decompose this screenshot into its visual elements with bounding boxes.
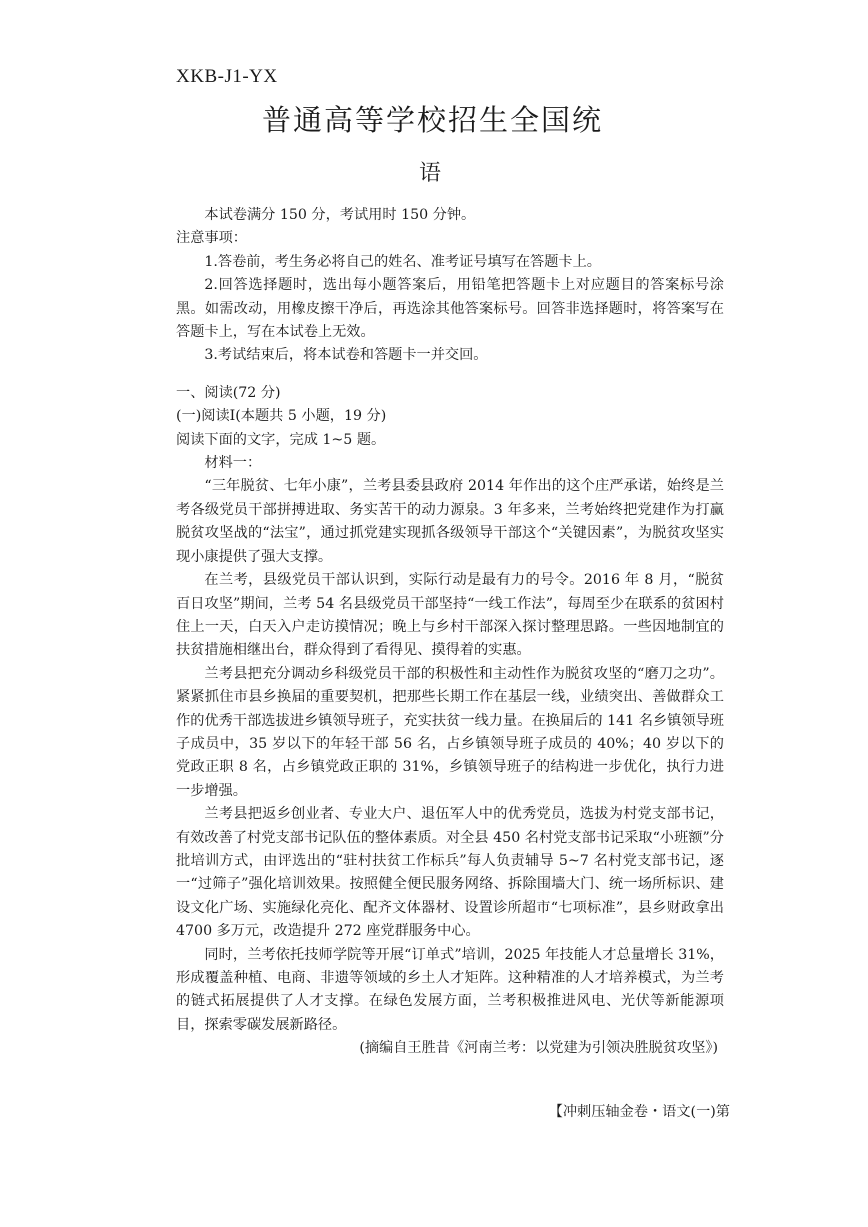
notice-label: 注意事项：: [176, 230, 247, 247]
sub-section-heading: (一)阅读Ⅰ(本题共 5 小题，19 分): [176, 408, 387, 425]
passage-paragraph: “三年脱贫、七年小康”，兰考县委县政府 2014 年作出的这个庄严承诺，始终是兰考各级党员干部拼搏进取、务实苦干的动力源泉。3 年多来，兰考始终把党建作为打赢脱贫攻坚战的“法宝”，通过抓党建实现抓各级领导干部这个“关键因素”，为脱贫攻坚实现小康提供了强大支撑。: [176, 478, 724, 565]
passage-paragraph: 在兰考，县级党员干部认识到，实际行动是最有力的号令。2016 年 8 月，“脱贫百日攻坚”期间，兰考 54 名县级党员干部坚持“一线工作法”，每周至少在联系的贫困村住上一天，白天入户走访摸情况；晚上与乡村干部深入探讨整理思路。一些因地制宜的扶贫措施相继出台，群众得到了看得见、摸得着的实惠。: [176, 572, 724, 659]
exam-body: [176, 204, 724, 1061]
subject-title: 语: [419, 161, 442, 186]
notice-item-2: 2.回答选择题时，选出每小题答案后，用铅笔把答题卡上对应题目的答案标号涂黑。如需改动，用橡皮擦干净后，再选涂其他答案标号。回答非选择题时，将答案写在答题卡上，写在本试卷上无效。: [176, 277, 724, 341]
section-heading: 一、阅读(72 分): [176, 384, 281, 401]
passage-paragraph: 同时，兰考依托技师学院等开展“订单式”培训，2025 年技能人才总量增长 31%，形成覆盖种植、电商、非遗等领域的乡土人才矩阵。这种精准的人才培养模式，为兰考的链式拓展提供了人才支撑。在绿色发展方面，兰考积极推进风电、光伏等新能源项目，探索零碳发展新路径。: [176, 946, 724, 1033]
passage-paragraph: 兰考县把充分调动乡科级党员干部的积极性和主动性作为脱贫攻坚的“磨刀之功”。紧紧抓住市县乡换届的重要契机，把那些长期工作在基层一线，业绩突出、善做群众工作的优秀干部选拔进乡镇领导班子，充实扶贫一线力量。在换届后的 141 名乡镇领导班子成员中，35 岁以下的年轻干部 56 名，占乡镇领导班子成员的 40%；40 岁以下的党政正职 8 名，占乡镇党政正职的 31%，乡镇领导班子的结构进一步优化，执行力进一步增强。: [176, 665, 724, 799]
material-label: 材料一：: [204, 455, 262, 472]
score-info: 本试卷满分 150 分，考试用时 150 分钟。: [204, 207, 476, 223]
notice-item-3: 3.考试结束后，将本试卷和答题卡一并交回。: [204, 347, 488, 364]
notice-item-1: 1.答卷前，考生务必将自己的姓名、准考证号填写在答题卡上。: [204, 253, 601, 270]
paper-code: XKB-J1-YX: [176, 66, 278, 87]
passage-source: (摘编自王胜昔《河南兰考：以党建为引领决胜脱贫攻坚》): [359, 1040, 718, 1057]
page-footer: 【冲刺压轴金卷・语文(一)第: [548, 1104, 730, 1120]
exam-title: 普通高等学校招生全国统: [262, 103, 604, 137]
reading-direction: 阅读下面的文字，完成 1~5 题。: [176, 431, 386, 448]
passage-paragraph: 兰考县把返乡创业者、专业大户、退伍军人中的优秀党员，选拔为村党支部书记，有效改善了村党支部书记队伍的整体素质。对全县 450 名村党支部书记采取“小班额”分批培训方式，由评选出的“驻村扶贫工作标兵”每人负责辅导 5~7 名村党支部书记，逐一“过筛子”强化培训效果。按照健全便民服务网络、拆除围墙大门、统一场所标识、建设文化广场、实施绿化亮化、配齐文体器材、设置诊所超市“七项标准”，县乡财政拿出 4700 多万元，改造提升 272 座党群服务中心。: [176, 806, 724, 940]
spacer: [176, 368, 724, 382]
